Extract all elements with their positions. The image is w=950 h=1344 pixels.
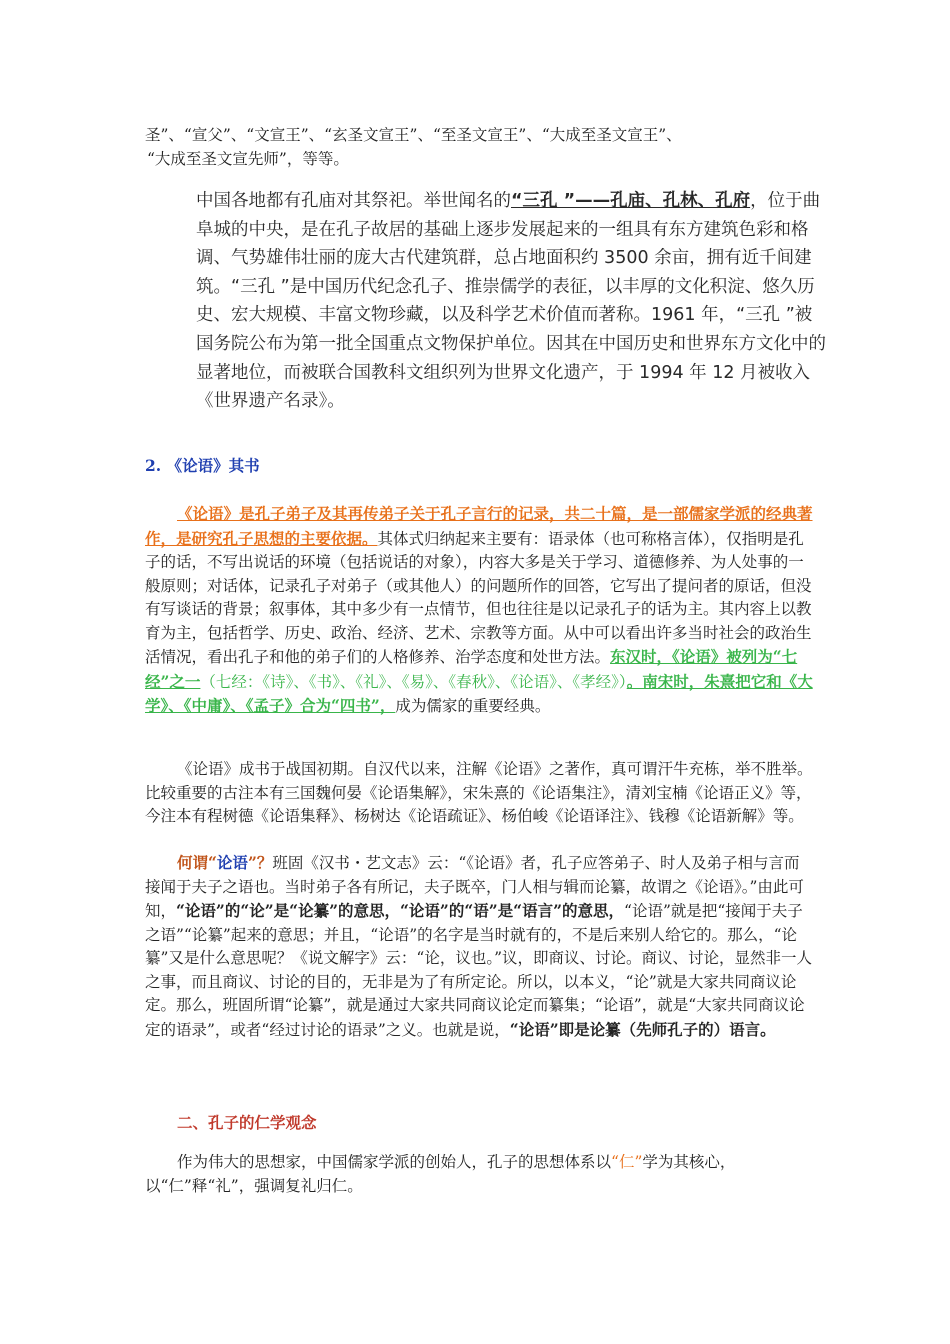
- lunyu-annotations-paragraph: [145, 758, 813, 829]
- ren-text-b: 学为其核心，以“仁”释“礼”，强调复礼归仁。: [145, 1153, 736, 1195]
- section-heading-lunyu-book: 2. 《论语》其书: [145, 456, 260, 475]
- seven-classics-list: （七经：《诗》、《书》、《礼》、《易》、《春秋》、《论语》、《孝经》）: [200, 672, 627, 691]
- what-is-lunyu-q-open: 何谓“: [177, 853, 217, 872]
- lunzuan-explanation: “论语”就是把“接闻于夫子之语”“论纂”起来的意思；并且，“论语”的名字是当时就有的，不是后来别人给它的。那么，“论纂”又是什么意思呢？《说文解字》云：“论，议也。”议，即商议、讨论。商议、讨论，显然非一人之事，而且商议、讨论的目的，无非是为了有所定论。所以，以本义，“论”就是大家共同商议论定。那么，班固所谓“论纂”，就是通过大家共同商议论定而纂集；“论语”，就是“大家共同商议论定的语录”，或者“经过讨论的语录”之义。也就是说，: [145, 902, 813, 1039]
- ren-core-paragraph: [145, 1151, 813, 1198]
- three-kong-intro: 中国各地都有孔庙对其祭祀。举世闻名的: [196, 191, 511, 211]
- honorific-line-1: 圣”、“宣父”、“文宣王”、“玄圣文宣王”、“至圣文宣王”、“大成至圣文宣王”、: [145, 126, 682, 144]
- lunyu-conclusion-bold: “论语”即是论纂（先师孔子的）语言。: [509, 1019, 776, 1039]
- what-is-lunyu-q-term: 论语: [216, 853, 248, 872]
- honorific-line-2: “大成至圣文宣先师”，等等。: [147, 149, 349, 168]
- lunyu-meaning-paragraph: [145, 851, 813, 1042]
- donghan-seven-classics-highlight: 东汉时，《论语》被列为“七经”之一: [145, 647, 798, 691]
- section-heading-ren: 二、孔子的仁学观念: [177, 1113, 317, 1132]
- three-kong-body: ，位于曲阜城的中央，是在孔子故居的基础上逐步发展起来的一组具有东方建筑色彩和格调、气势雄伟壮丽的庞大古代建筑群，总占地面积约 3500 余亩，拥有近千间建筑。“三孔 ”是中国历代纪念孔子、推崇儒学的表征，以丰厚的文化积淀、悠久历史、宏大规模、丰富文物珍藏，以及科学艺术价值而著称。1961 年，“三孔 ”被国务院公布为第一批全国重点文物保护单位。因其在中国历史和世界东方文化中的显著地位，而被联合国教科文组织列为世界文化遗产，于 1994 年 12 月被收入《世界遗产名录》。: [196, 191, 826, 412]
- ban-gu-quote: 班固《汉书・艺文志》云：“《论语》者，孔子应答弟子、时人及弟子相与言而接闻于夫子之语也。当时弟子各有所记，夫子既卒，门人相与辑而论纂，故谓之《论语》。”由此可知，: [145, 854, 804, 920]
- three-kong-paragraph: [196, 187, 826, 416]
- lunyu-forms-text: 其体式归纳起来主要有：语录体（也可称格言体），仅指明是孔子的话，不写出说话的环境（包括说话的对象），内容大多是关于学习、道德修养、为人处事的一般原则；对话体，记录孔子对弟子（或其他人）的问题所作的回答，它写出了提问者的原话，但没有写谈话的背景；叙事体，其中多少有一点情节，但也往往是以记录孔子的话为主。其内容上以教育为主，包括哲学、历史、政治、经济、艺术、宗教等方面。从中可以看出许多当时社会的政治生活情况，看出孔子和他的弟子们的人格修养、治学态度和处世方法。: [145, 529, 812, 666]
- what-is-lunyu-q-close: ”？: [247, 853, 273, 872]
- three-kong-emphasis: “三孔 ”——孔庙、孔林、孔府: [511, 191, 751, 211]
- honorific-titles-paragraph: [145, 124, 813, 171]
- lunyu-intro-paragraph: [145, 502, 813, 719]
- four-books-highlight: 。南宋时，朱熹把它和《大学》、《中庸》、《孟子》合为“四书”，: [145, 671, 813, 715]
- ren-text-a: 作为伟大的思想家，中国儒家学派的创始人，孔子的思想体系以: [177, 1153, 612, 1171]
- lunyu-classic-ending: 成为儒家的重要经典。: [395, 697, 551, 715]
- lunyu-annotations-text: 《论语》成书于战国初期。自汉代以来，注解《论语》之著作，真可谓汗牛充栋，举不胜举。比较重要的古注本有三国魏何晏《论语集解》，宋朱熹的《论语集注》，清刘宝楠《论语正义》等，今注本有程树德《论语集释》、杨树达《论语疏证》、杨伯峻《论语译注》、钱穆《论语新解》等。: [145, 760, 813, 825]
- ren-highlight: “仁”: [611, 1153, 643, 1171]
- lunyu-definition-highlight: 《论语》是孔子弟子及其再传弟子关于孔子言行的记录，共二十篇，是一部儒家学派的经典著作，是研究孔子思想的主要依据。: [145, 504, 813, 548]
- lun-yu-meaning-bold: “论语”的“论”是“论纂”的意思，“论语”的“语”是“语言”的意思，: [176, 901, 625, 920]
